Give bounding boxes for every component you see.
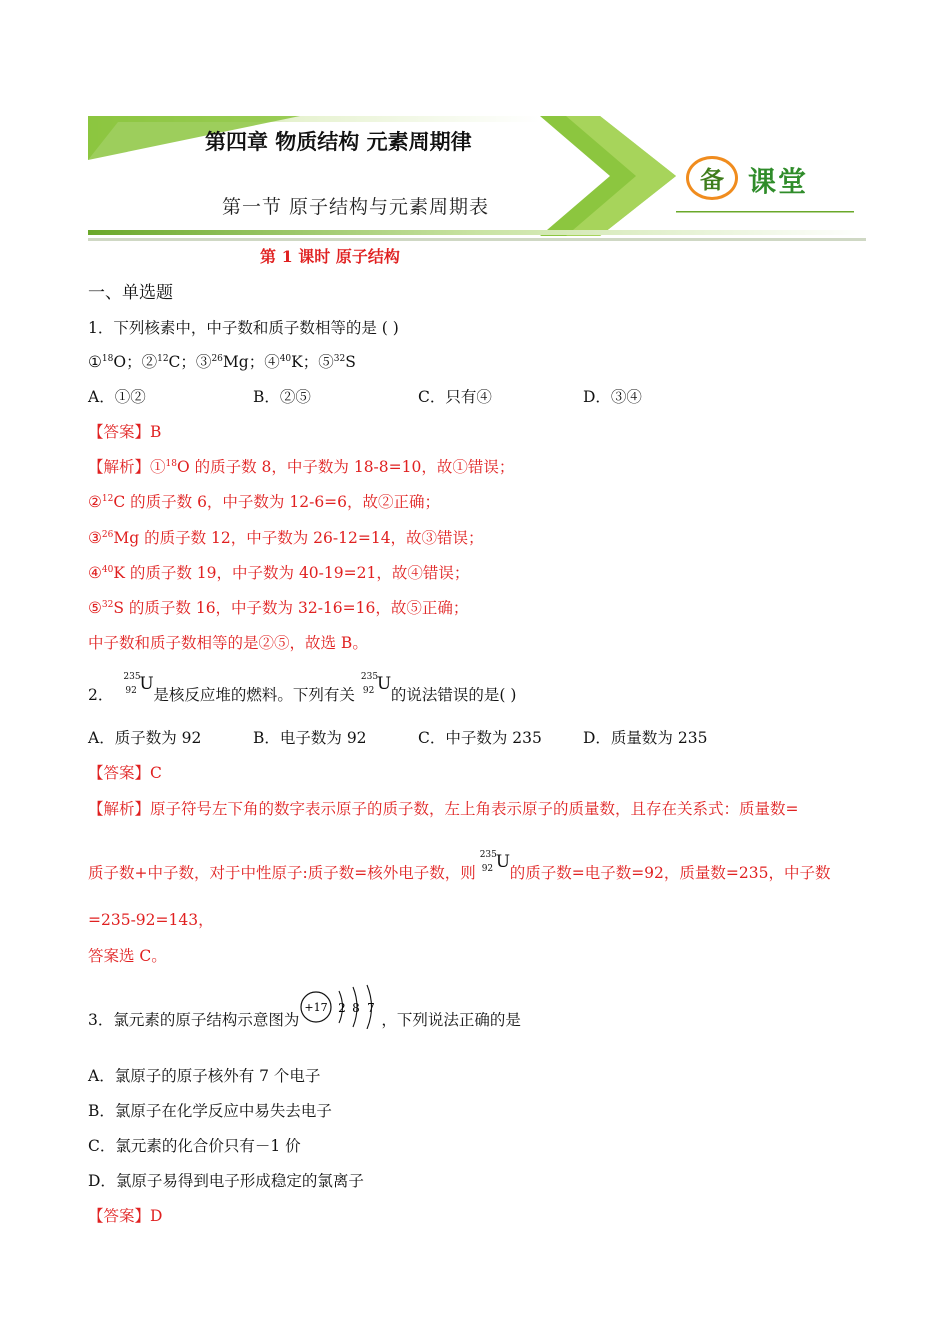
q1-analysis-line-2: ②$^{12}$C 的质子数 6，中子数为 12-6=6，故②正确；: [88, 493, 441, 511]
q1-analysis-line-4: ④$^{40}$K 的质子数 19，中子数为 40-19=21，故④错误；: [88, 564, 470, 582]
q1-analysis-line-5: ⑤$^{32}$S 的质子数 16，中子数为 32-16=16，故⑤正确；: [88, 599, 469, 617]
uranium-nuclide: 235 92 U: [123, 672, 154, 696]
chapter-title: 第四章 物质结构 元素周期律: [205, 130, 472, 154]
logo: [686, 154, 856, 206]
shell-2-count: 8: [352, 1001, 361, 1015]
chlorine-atom-diagram: [299, 1001, 381, 1025]
nucleus-label: +17: [304, 1001, 328, 1014]
lesson-title: 第 1 课时 原子结构: [260, 247, 400, 266]
q2-option-b: B．电子数为 92: [253, 729, 367, 747]
q1-nuclide-list: ①$^{18}$O；②$^{12}$C；③$^{26}$Mg；④$^{40}$K；⑤$^{32}$S: [88, 353, 356, 371]
q1-option-a: A．①②: [88, 388, 146, 406]
uranium-nuclide: 235 92 U: [479, 850, 511, 874]
q2-analysis-line-1: 【解析】原子符号左下角的数字表示原子的质子数，左上角表示原子的质量数，且存在关系式：质量数=: [88, 800, 799, 818]
q1-analysis-line-1: 【解析】①$^{18}$O 的质子数 8，中子数为 18-8=10，故①错误；: [88, 458, 515, 476]
section-heading: 一、单选题: [88, 283, 173, 303]
q1-conclusion: 中子数和质子数相等的是②⑤，故选 B。: [88, 634, 368, 652]
header-banner: [0, 0, 950, 250]
q1-option-d: D．③④: [583, 388, 642, 406]
logo-text: 课堂: [748, 165, 809, 198]
shell-3-count: 7: [367, 1001, 376, 1015]
q2-stem: 2． 235 92 U 是核反应堆的燃料。下列有关 235 92 U 的说法错误的是( ): [88, 672, 517, 704]
q2-option-d: D．质量数为 235: [583, 729, 708, 747]
q2-analysis-line-2: 质子数+中子数，对于中性原子:质子数=核外电子数，则 235 92 U 的质子数=电子数=92，质量数=235，中子数: [88, 850, 831, 882]
q1-answer: 【答案】B: [88, 423, 162, 441]
q1-stem: 1．下列核素中，中子数和质子数相等的是 ( ): [88, 319, 399, 337]
q1-option-c: C．只有④: [418, 388, 492, 406]
q2-answer: 【答案】C: [88, 764, 162, 782]
q3-stem: 3．氯元素的原子结构示意图为 +17 2 8 7 ，下列说法正确的是: [88, 1005, 521, 1030]
q1-analysis-line-3: ③$^{26}$Mg 的质子数 12，中子数为 26-12=14，故③错误；: [88, 529, 484, 547]
q2-option-c: C．中子数为 235: [418, 729, 542, 747]
q3-option-b: B．氯原子在化学反应中易失去电子: [88, 1102, 332, 1120]
q1-option-b: B．②⑤: [253, 388, 311, 406]
section-title: 第一节 原子结构与元素周期表: [222, 196, 490, 218]
q2-option-a: A．质子数为 92: [88, 729, 202, 747]
uranium-nuclide: 235 92 U: [360, 672, 392, 696]
q2-analysis-line-3: =235-92=143，: [88, 911, 214, 929]
shell-1-count: 2: [338, 1001, 347, 1015]
logo-char: 备: [700, 166, 724, 194]
q3-option-c: C．氯元素的化合价只有－1 价: [88, 1137, 301, 1155]
q3-option-a: A．氯原子的原子核外有 7 个电子: [88, 1067, 321, 1085]
q2-conclusion: 答案选 C。: [88, 947, 167, 965]
q3-option-d: D．氯原子易得到电子形成稳定的氯离子: [88, 1172, 364, 1190]
q3-answer: 【答案】D: [88, 1207, 163, 1225]
